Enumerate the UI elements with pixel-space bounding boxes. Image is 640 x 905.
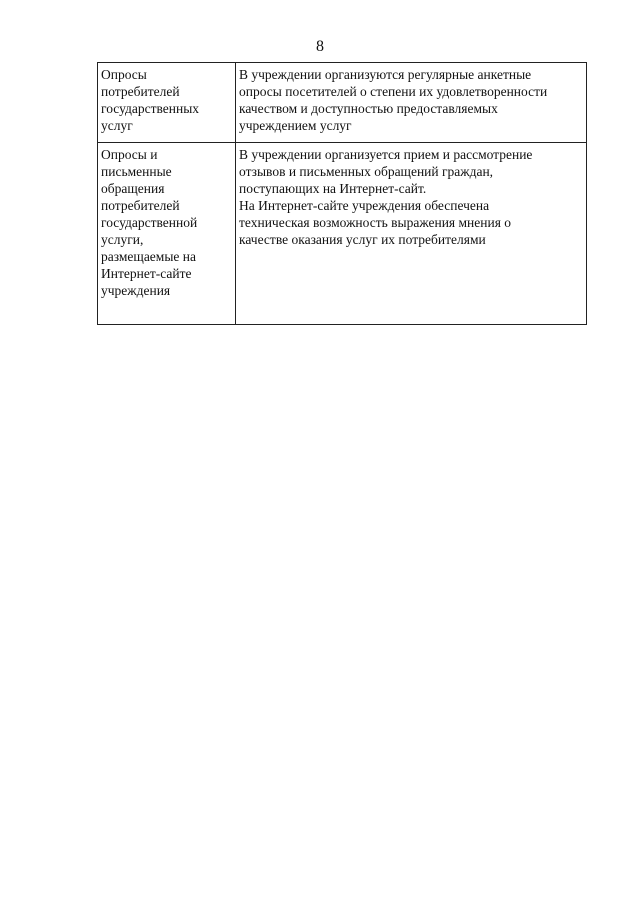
- cell-text-line: Опросы: [101, 67, 147, 82]
- cell-text-line: учреждением услуг: [239, 118, 352, 133]
- cell-text-line: потребителей: [101, 198, 180, 213]
- table-row: [98, 143, 587, 325]
- cell-text-line: потребителей: [101, 84, 180, 99]
- cell-text-line: В учреждении организуются регулярные анкетные: [239, 67, 532, 82]
- cell-text-line: отзывов и письменных обращений граждан,: [239, 164, 494, 179]
- table-cell-description: [236, 143, 587, 325]
- cell-text-line: качестве оказания услуг их потребителями: [239, 232, 486, 247]
- cell-text-line: услуг: [101, 118, 133, 133]
- page-number: 8: [316, 38, 324, 55]
- cell-text-line: поступающих на Интернет-сайт.: [239, 181, 427, 196]
- cell-text-line: В учреждении организуется прием и рассмотрение: [239, 147, 533, 162]
- cell-text-line: письменные: [101, 164, 172, 179]
- cell-text-line: опросы посетителей о степени их удовлетворенности: [239, 84, 548, 99]
- cell-text-line: На Интернет-сайте учреждения обеспечена: [239, 198, 490, 213]
- cell-text-line: услуги,: [101, 232, 144, 247]
- table-cell-description: [236, 63, 587, 143]
- cell-text-line: государственной: [101, 215, 198, 230]
- table-row: [98, 63, 587, 143]
- cell-text-line: государственных: [101, 101, 200, 116]
- table-cell-method: [98, 63, 236, 143]
- services-feedback-table: [97, 62, 587, 325]
- cell-text-line: качеством и доступностью предоставляемых: [239, 101, 498, 116]
- cell-text-line: обращения: [101, 181, 165, 196]
- cell-text-line: техническая возможность выражения мнения о: [239, 215, 512, 230]
- cell-text-line: учреждения: [101, 283, 171, 298]
- cell-text-line: размещаемые на: [101, 249, 196, 264]
- cell-text-line: Опросы и: [101, 147, 158, 162]
- table-cell-method: [98, 143, 236, 325]
- cell-text-line: Интернет-сайте: [101, 266, 192, 281]
